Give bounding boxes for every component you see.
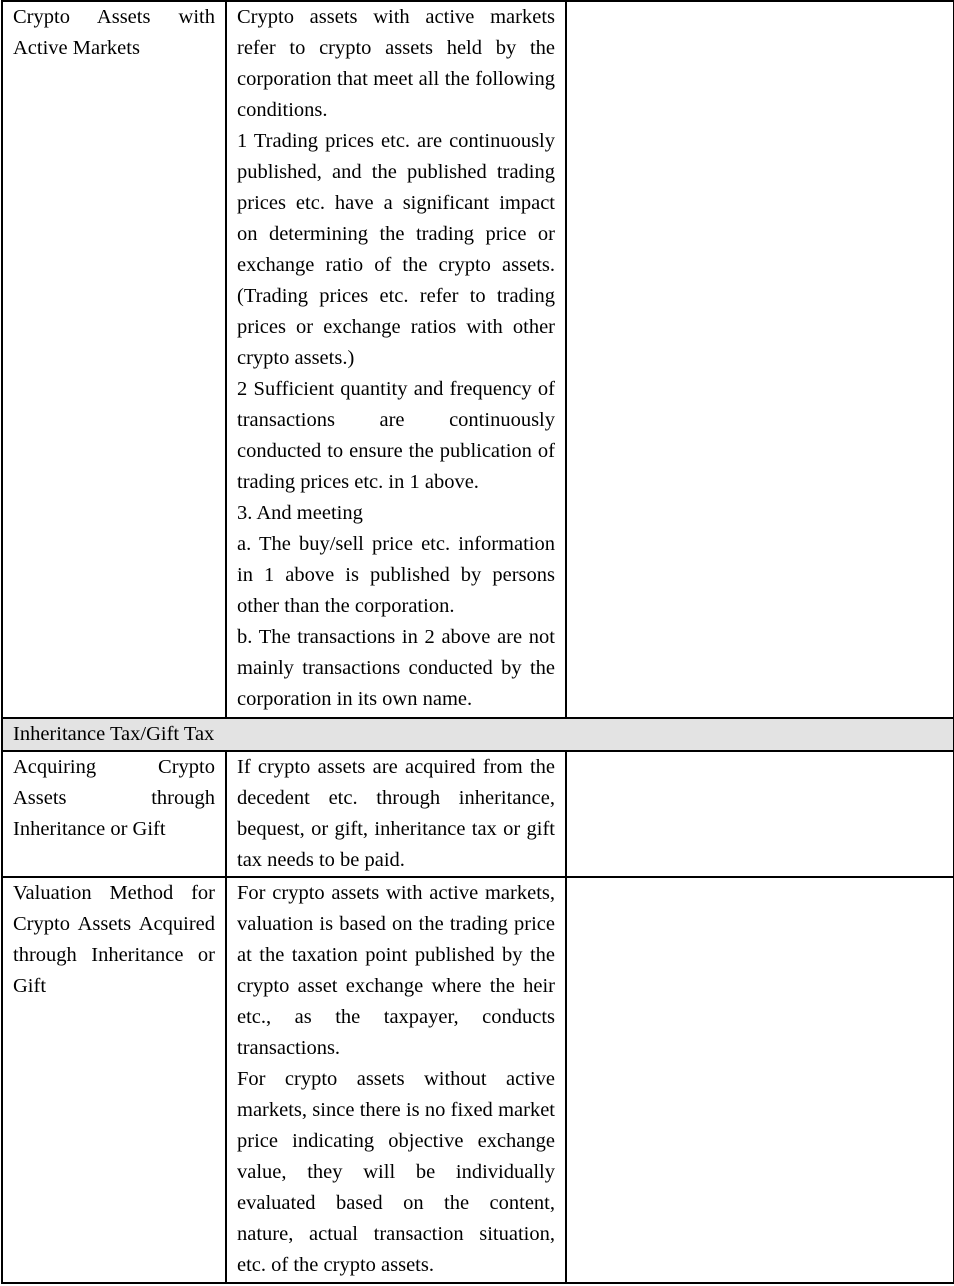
description-paragraph: 3. And meeting xyxy=(237,502,363,524)
term-cell: Valuation Method for Crypto Assets Acquired through Inheritance or Gift xyxy=(2,877,226,1283)
crypto-tax-table xyxy=(1,0,954,1284)
note-cell xyxy=(566,751,954,877)
description-cell xyxy=(226,877,566,1283)
description-paragraph: If crypto assets are acquired from the decedent etc. through inheritance, bequest, or gift, inheritance tax or gift tax needs to be paid. xyxy=(237,756,555,871)
table-row xyxy=(2,877,954,1283)
term-cell: Crypto Assets with Active Markets xyxy=(2,1,226,718)
description-paragraph: b. The transactions in 2 above are not mainly transactions conducted by the corporation in its own name. xyxy=(237,626,555,710)
section-heading: Inheritance Tax/Gift Tax xyxy=(2,718,954,751)
table-row xyxy=(2,1,954,718)
note-cell xyxy=(566,877,954,1283)
description-paragraph: For crypto assets without active markets, since there is no fixed market price indicating objective exchange value, they will be individually evaluated based on the content, nature, actual transaction situation, etc. of the crypto assets. xyxy=(237,1068,555,1276)
note-cell xyxy=(566,1,954,718)
description-paragraph: For crypto assets with active markets, valuation is based on the trading price at the taxation point published by the crypto asset exchange where the heir etc., as the taxpayer, conducts transactions. xyxy=(237,882,555,1059)
description-cell xyxy=(226,1,566,718)
description-paragraph: a. The buy/sell price etc. information in 1 above is published by persons other than the corporation. xyxy=(237,533,555,617)
description-cell xyxy=(226,751,566,877)
term-cell: Acquiring Crypto Assets through Inheritance or Gift xyxy=(2,751,226,877)
description-paragraph: Crypto assets with active markets refer to crypto assets held by the corporation that meet all the following conditions. xyxy=(237,6,555,121)
description-paragraph: 1 Trading prices etc. are continuously published, and the published trading prices etc. have a significant impact on determining the trading price or exchange ratio of the crypto assets. (Trading prices etc. refer to trading prices or exchange ratios with other crypto assets.) xyxy=(237,130,555,369)
table-row xyxy=(2,751,954,877)
section-row xyxy=(2,718,954,751)
description-paragraph: 2 Sufficient quantity and frequency of transactions are continuously conducted to ensure the publication of trading prices etc. in 1 above. xyxy=(237,378,555,493)
